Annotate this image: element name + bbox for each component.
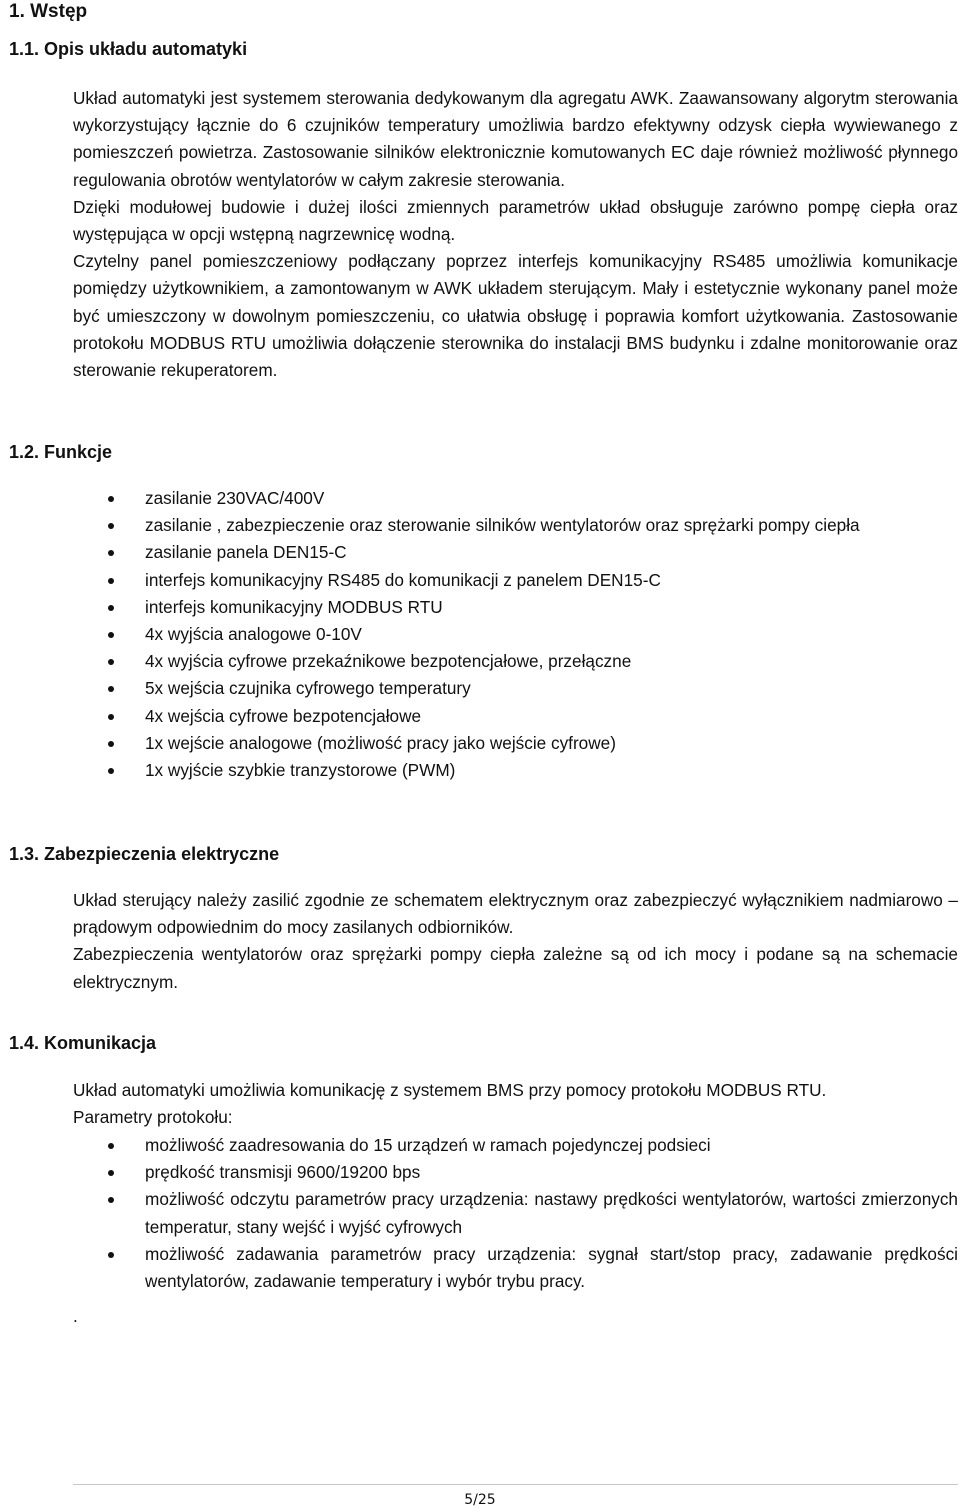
section-1-4-heading: 1.4. Komunikacja xyxy=(9,1033,157,1053)
bullet-icon xyxy=(108,1170,114,1176)
section-1-2-heading: 1.2. Funkcje xyxy=(9,442,113,462)
list-item: interfejs komunikacyjny RS485 do komunikacji z panelem DEN15-C xyxy=(108,567,958,594)
list-item: 1x wejście analogowe (możliwość pracy jako wejście cyfrowe) xyxy=(108,730,958,757)
paragraph: Układ sterujący należy zasilić zgodnie ze schematem elektrycznym oraz zabezpieczyć wyłącznikiem nadmiarowo – prądowym odpowiednim do mocy zasilanych odbiorników. xyxy=(73,890,958,938)
list-item: 4x wyjścia analogowe 0-10V xyxy=(108,621,958,648)
section-1-3-heading: 1.3. Zabezpieczenia elektryczne xyxy=(9,844,280,864)
bullet-icon xyxy=(108,523,114,529)
bullet-icon xyxy=(108,741,114,747)
section-1-4-body xyxy=(73,1077,958,1131)
bullet-icon xyxy=(108,659,114,665)
paragraph: Czytelny panel pomieszczeniowy podłączany poprzez interfejs komunikacyjny RS485 umożliwia komunikacje pomiędzy użytkownikiem, a zamontowanym w AWK układem sterującym. Mały i estetycznie wykonany panel może być umieszczony w dowolnym pomieszczeniu, co ułatwia obsługę i poprawia komfort użytkowania. Zastosowanie protokołu MODBUS RTU umożliwia dołączenie sterownika do instalacji BMS budynku i zdalne monitorowanie oraz sterowanie rekuperatorem. xyxy=(73,251,958,381)
chapter-heading: 1. Wstęp xyxy=(9,1,88,22)
list-item: interfejs komunikacyjny MODBUS RTU xyxy=(108,594,958,621)
bullet-icon xyxy=(108,714,114,720)
trailing-period: . xyxy=(73,1306,78,1326)
paragraph: Układ automatyki umożliwia komunikację z systemem BMS przy pomocy protokołu MODBUS RTU. xyxy=(73,1080,827,1100)
list-item: zasilanie panela DEN15-C xyxy=(108,539,958,566)
bullet-icon xyxy=(108,1252,114,1258)
list-item: 4x wyjścia cyfrowe przekaźnikowe bezpotencjałowe, przełączne xyxy=(108,648,958,675)
footer-divider xyxy=(73,1484,958,1485)
bullet-icon xyxy=(108,632,114,638)
list-item: możliwość odczytu parametrów pracy urządzenia: nastawy prędkości wentylatorów, wartości zmierzonych temperatur, stany wejść i wyjść cyfrowych xyxy=(108,1186,958,1240)
paragraph: Dzięki modułowej budowie i dużej ilości zmiennych parametrów układ obsługuje zarówno pompę ciepła oraz występująca w opcji wstępną nagrzewnicę wodną. xyxy=(73,196,958,245)
paragraph: Parametry protokołu: xyxy=(73,1107,233,1128)
bullet-icon xyxy=(108,578,114,584)
section-1-1-body xyxy=(73,85,958,384)
list-item: zasilanie , zabezpieczenie oraz sterowanie silników wentylatorów oraz sprężarki pompy ciepła xyxy=(108,512,958,539)
bullet-icon xyxy=(108,496,114,502)
list-item: 5x wejścia czujnika cyfrowego temperatury xyxy=(108,675,958,702)
protocol-parameters-list xyxy=(108,1132,958,1295)
paragraph: Układ automatyki jest systemem sterowania dedykowanym dla agregatu AWK. Zaawansowany algorytm sterowania wykorzystujący łącznie do 6 czujników temperatury umożliwia bardzo efektywny odzysk ciepła wywiewanego z pomieszczeń powietrza. Zastosowanie silników elektronicznie komutowanych EC daje również możliwość płynnego regulowania obrotów wentylatorów w całym zakresie sterowania. xyxy=(73,88,958,190)
list-item: zasilanie 230VAC/400V xyxy=(108,485,958,512)
bullet-icon xyxy=(108,605,114,611)
section-1-1-heading: 1.1. Opis układu automatyki xyxy=(9,39,248,59)
bullet-icon xyxy=(108,686,114,692)
bullet-icon xyxy=(108,768,114,774)
page-number: 5/25 xyxy=(464,1492,496,1508)
list-item: prędkość transmisji 9600/19200 bps xyxy=(108,1159,958,1186)
list-item: możliwość zaadresowania do 15 urządzeń w ramach pojedynczej podsieci xyxy=(108,1132,958,1159)
bullet-icon xyxy=(108,550,114,556)
bullet-icon xyxy=(108,1197,114,1203)
functions-list xyxy=(108,485,958,784)
bullet-icon xyxy=(108,1143,114,1149)
paragraph: Zabezpieczenia wentylatorów oraz sprężarki pompy ciepła zależne są od ich mocy i podane są na schemacie elektrycznym. xyxy=(73,944,958,992)
list-item: 4x wejścia cyfrowe bezpotencjałowe xyxy=(108,703,958,730)
list-item: możliwość zadawania parametrów pracy urządzenia: sygnał start/stop pracy, zadawanie prędkości wentylatorów, zadawanie temperatury i wybór trybu pracy. xyxy=(108,1241,958,1295)
list-item: 1x wyjście szybkie tranzystorowe (PWM) xyxy=(108,757,958,784)
section-1-3-body xyxy=(73,887,958,996)
